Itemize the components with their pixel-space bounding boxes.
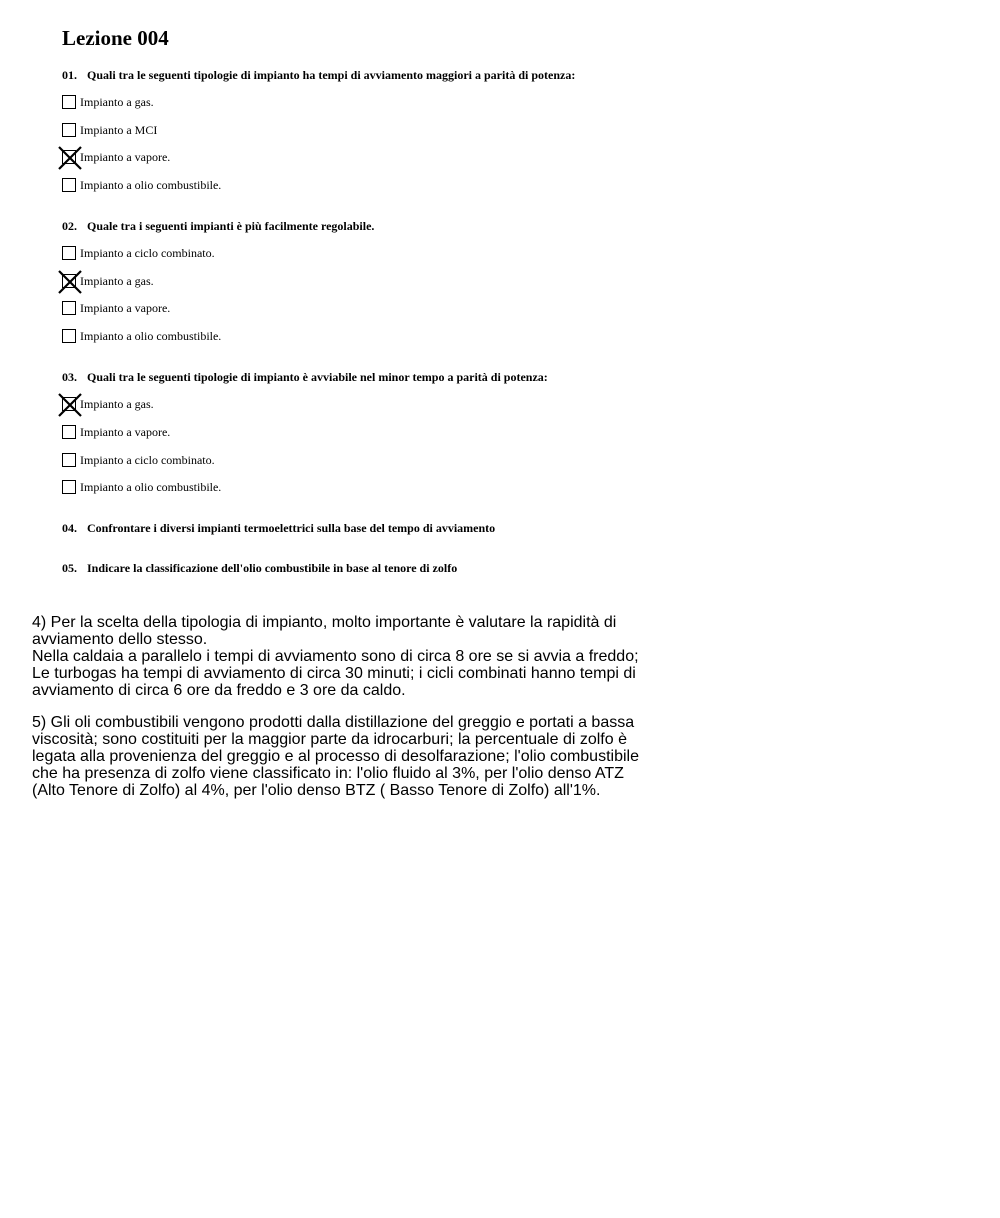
question-text: Confrontare i diversi impianti termoelettrici sulla base del tempo di avviamento <box>87 521 496 535</box>
question-text: Quale tra i seguenti impianti è più facilmente regolabile. <box>87 219 375 233</box>
question-text: Indicare la classificazione dell'olio combustibile in base al tenore di zolfo <box>87 561 458 575</box>
option-label: Impianto a gas. <box>80 397 154 411</box>
option-label: Impianto a vapore. <box>80 150 171 164</box>
question-01 <box>62 68 575 83</box>
option-label: Impianto a olio combustibile. <box>80 480 222 494</box>
question-number: 01. <box>62 68 77 82</box>
checkbox[interactable] <box>62 480 76 494</box>
option-label: Impianto a olio combustibile. <box>80 329 222 343</box>
option-label: Impianto a olio combustibile. <box>80 178 222 192</box>
question-05 <box>62 561 457 576</box>
checkbox[interactable] <box>62 329 76 343</box>
check-x-icon <box>58 270 82 294</box>
option-label: Impianto a ciclo combinato. <box>80 453 215 467</box>
checkbox[interactable] <box>62 274 76 288</box>
option-label: Impianto a ciclo combinato. <box>80 246 215 260</box>
question-03 <box>62 370 548 385</box>
question-number: 03. <box>62 370 77 384</box>
check-x-icon <box>58 146 82 170</box>
checkbox[interactable] <box>62 246 76 260</box>
question-04 <box>62 521 495 536</box>
answer-5: 5) Gli oli combustibili vengono prodotti dalla distillazione del greggio e portati a bassa viscosità; sono costituiti per la maggior parte da idrocarburi; la percentuale di zolfo è legata alla provenienza del greggio e al processo di desolfarazione; l'olio combustibile che ha presenza di zolfo viene classificato in: l'olio fluido al 3%, per l'olio denso ATZ (Alto Tenore di Zolfo) al 4%, per l'olio denso BTZ ( Basso Tenore di Zolfo) all'1%. <box>32 714 639 799</box>
checkbox[interactable] <box>62 95 76 109</box>
question-text: Quali tra le seguenti tipologie di impianto ha tempi di avviamento maggiori a parità di potenza: <box>87 68 576 82</box>
question-text: Quali tra le seguenti tipologie di impianto è avviabile nel minor tempo a parità di potenza: <box>87 370 548 384</box>
question-number: 05. <box>62 561 77 575</box>
question-02 <box>62 219 374 234</box>
option-label: Impianto a vapore. <box>80 301 171 315</box>
checkbox[interactable] <box>62 178 76 192</box>
checkbox[interactable] <box>62 397 76 411</box>
option-label: Impianto a vapore. <box>80 425 171 439</box>
checkbox[interactable] <box>62 150 76 164</box>
option-label: Impianto a MCI <box>80 123 158 137</box>
checkbox[interactable] <box>62 123 76 137</box>
option-label: Impianto a gas. <box>80 95 154 109</box>
checkbox[interactable] <box>62 453 76 467</box>
check-x-icon <box>58 393 82 417</box>
answer-4: 4) Per la scelta della tipologia di impianto, molto importante è valutare la rapidità di avviamento dello stesso. Nella caldaia a parallelo i tempi di avviamento sono di circa 8 ore se si avvia a freddo; Le turbogas ha tempi di avviamento di circa 30 minuti; i cicli combinati hanno tempi di avviamento di circa 6 ore da freddo e 3 ore da caldo. <box>32 614 639 699</box>
question-number: 02. <box>62 219 77 233</box>
checkbox[interactable] <box>62 425 76 439</box>
checkbox[interactable] <box>62 301 76 315</box>
page-title: Lezione 004 <box>62 26 169 50</box>
option-label: Impianto a gas. <box>80 274 154 288</box>
question-number: 04. <box>62 521 77 535</box>
